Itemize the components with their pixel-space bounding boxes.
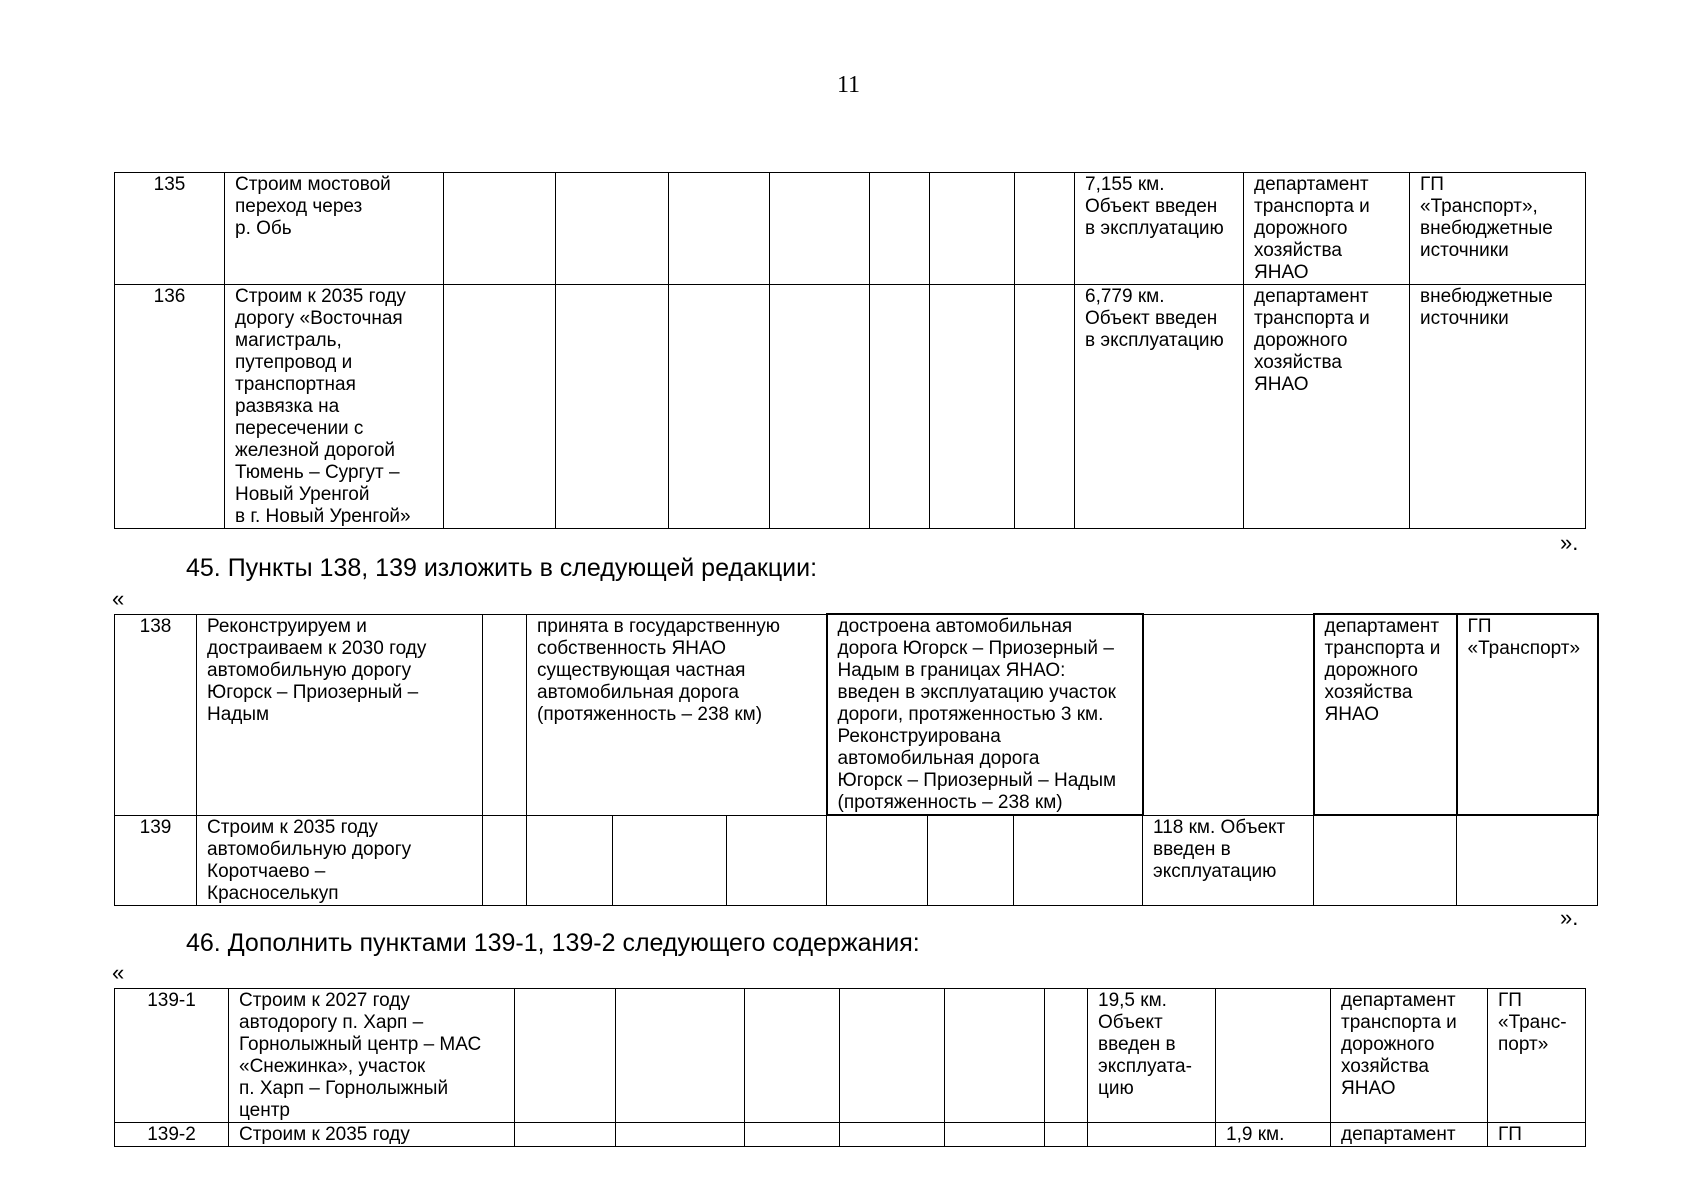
executor-cell: департамент транспорта и дорожного хозяйства ЯНАО bbox=[1244, 285, 1410, 529]
table-row bbox=[115, 1123, 1586, 1147]
result-cell: 19,5 км. Объект введен в эксплуата- цию bbox=[1088, 989, 1216, 1123]
empty-cell bbox=[870, 285, 930, 529]
empty-cell bbox=[870, 173, 930, 285]
empty-cell bbox=[727, 815, 827, 905]
empty-cell bbox=[515, 989, 616, 1123]
source-cell: ГП «Транспорт», внебюджетные источники bbox=[1410, 173, 1586, 285]
executor-cell: департамент bbox=[1331, 1123, 1488, 1147]
measure-name: Строим к 2027 году автодорогу п. Харп – Горнолыжный центр – МАС «Снежинка», участок п. Харп – Горнолыжный центр bbox=[229, 989, 515, 1123]
page-number: 11 bbox=[836, 72, 861, 98]
empty-cell bbox=[928, 815, 1014, 905]
empty-cell bbox=[840, 989, 945, 1123]
source-cell: ГП «Транспорт» bbox=[1457, 614, 1598, 815]
row-number: 139-1 bbox=[115, 989, 229, 1123]
measure-name: Реконструируем и достраиваем к 2030 году автомобильную дорогу Югорск – Приозерный – Надым bbox=[197, 614, 483, 815]
empty-cell bbox=[616, 1123, 745, 1147]
empty-cell bbox=[745, 989, 840, 1123]
executor-cell: департамент транспорта и дорожного хозяйства ЯНАО bbox=[1314, 614, 1457, 815]
table-row bbox=[115, 989, 1586, 1123]
empty-cell bbox=[827, 815, 928, 905]
empty-cell bbox=[616, 989, 745, 1123]
table-items-139-1-139-2 bbox=[114, 988, 1586, 1147]
empty-cell bbox=[483, 815, 527, 905]
result-cell: 7,155 км. Объект введен в эксплуатацию bbox=[1075, 173, 1244, 285]
row-number: 139-2 bbox=[115, 1123, 229, 1147]
empty-cell bbox=[945, 989, 1045, 1123]
empty-cell bbox=[1045, 989, 1088, 1123]
empty-cell bbox=[444, 285, 556, 529]
table-row bbox=[115, 815, 1598, 905]
source-cell: ГП bbox=[1488, 1123, 1586, 1147]
empty-cell bbox=[1143, 614, 1314, 815]
empty-cell bbox=[1015, 173, 1075, 285]
measure-name: Строим мостовой переход через р. Обь bbox=[225, 173, 444, 285]
empty-cell bbox=[527, 815, 613, 905]
opening-quote: « bbox=[112, 586, 125, 611]
table-row bbox=[115, 285, 1586, 529]
empty-cell bbox=[669, 285, 770, 529]
row-number: 135 bbox=[115, 173, 225, 285]
empty-cell bbox=[1216, 989, 1331, 1123]
result-cell: 1,9 км. bbox=[1216, 1123, 1331, 1147]
empty-cell bbox=[745, 1123, 840, 1147]
table-row bbox=[115, 614, 1598, 815]
empty-cell bbox=[945, 1123, 1045, 1147]
table-items-135-136 bbox=[114, 172, 1586, 529]
empty-cell bbox=[840, 1123, 945, 1147]
row-number: 138 bbox=[115, 614, 197, 815]
source-cell: внебюджетные источники bbox=[1410, 285, 1586, 529]
executor-cell: департамент транспорта и дорожного хозяйства ЯНАО bbox=[1331, 989, 1488, 1123]
empty-cell bbox=[1314, 815, 1457, 905]
empty-cell bbox=[444, 173, 556, 285]
closing-quote: ». bbox=[1560, 530, 1579, 555]
empty-cell bbox=[613, 815, 727, 905]
section-46-heading: 46. Дополнить пунктами 139-1, 139-2 следующего содержания: bbox=[186, 929, 920, 957]
empty-cell bbox=[1457, 815, 1598, 905]
result-cell: 118 км. Объект введен в эксплуатацию bbox=[1143, 815, 1314, 905]
row-number: 136 bbox=[115, 285, 225, 529]
empty-cell bbox=[770, 173, 870, 285]
empty-cell bbox=[1015, 285, 1075, 529]
empty-cell bbox=[483, 614, 527, 815]
result-cell: 6,779 км. Объект введен в эксплуатацию bbox=[1075, 285, 1244, 529]
empty-cell bbox=[515, 1123, 616, 1147]
empty-cell bbox=[556, 285, 669, 529]
closing-quote: ». bbox=[1560, 905, 1579, 930]
section-45-heading: 45. Пункты 138, 139 изложить в следующей редакции: bbox=[186, 554, 818, 582]
empty-cell bbox=[1014, 815, 1143, 905]
empty-cell bbox=[556, 173, 669, 285]
empty-cell bbox=[930, 173, 1015, 285]
empty-cell bbox=[770, 285, 870, 529]
measure-name: Строим к 2035 году автомобильную дорогу Коротчаево – Красноселькуп bbox=[197, 815, 483, 905]
empty-cell bbox=[669, 173, 770, 285]
empty-cell bbox=[930, 285, 1015, 529]
executor-cell: департамент транспорта и дорожного хозяйства ЯНАО bbox=[1244, 173, 1410, 285]
table-items-138-139 bbox=[114, 613, 1599, 906]
measure-name: Строим к 2035 году дорогу «Восточная магистраль, путепровод и транспортная развязка на пересечении с железной дорогой Тюмень – Сургут – Новый Уренгой в г. Новый Уренгой» bbox=[225, 285, 444, 529]
empty-cell bbox=[1045, 1123, 1088, 1147]
source-cell: ГП «Транс- порт» bbox=[1488, 989, 1586, 1123]
empty-cell bbox=[1088, 1123, 1216, 1147]
measure-name: Строим к 2035 году bbox=[229, 1123, 515, 1147]
opening-quote: « bbox=[112, 960, 125, 985]
row-number: 139 bbox=[115, 815, 197, 905]
table-row bbox=[115, 173, 1586, 285]
current-state-cell: принята в государственную собственность ЯНАО существующая частная автомобильная дорога (протяженность – 238 км) bbox=[527, 614, 827, 815]
result-cell: достроена автомобильная дорога Югорск – Приозерный – Надым в границах ЯНАО: введен в эксплуатацию участок дороги, протяженностью 3 км. Реконструирована автомобильная дорога Югорск – Приозерный – Надым (протяженность – 238 км) bbox=[827, 614, 1143, 815]
